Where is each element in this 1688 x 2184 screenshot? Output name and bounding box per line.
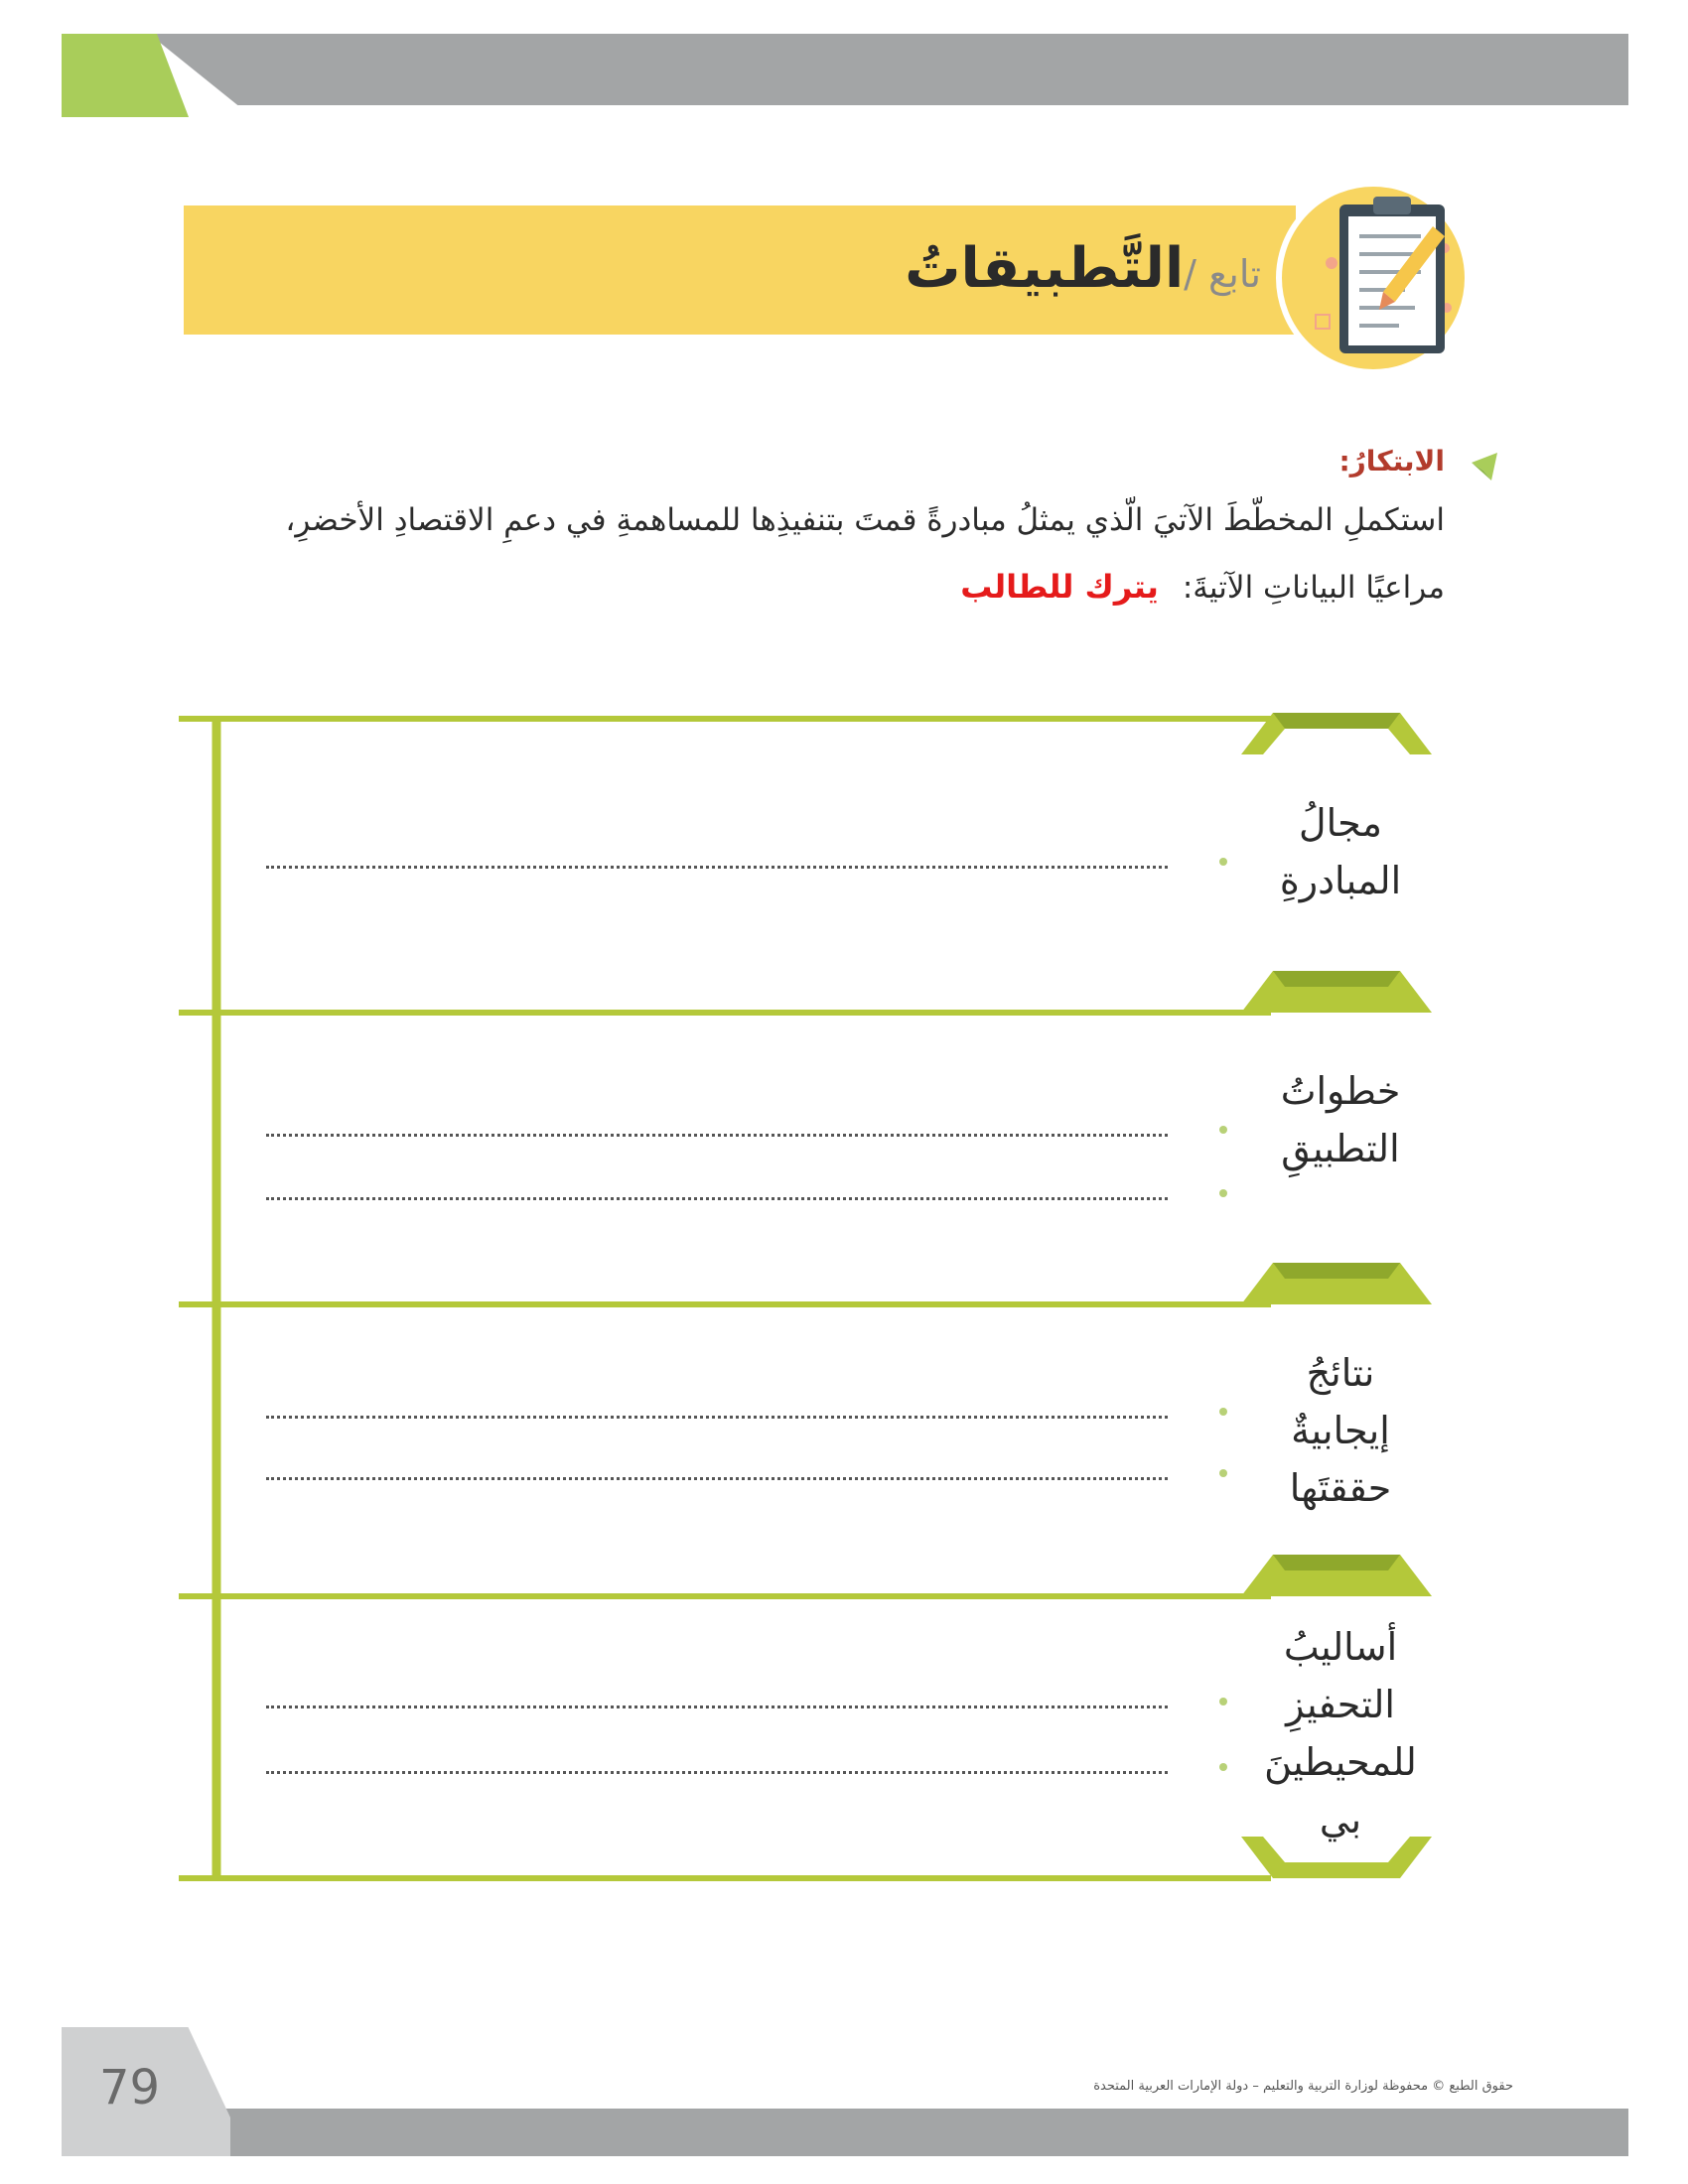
clipboard-icon xyxy=(1256,179,1475,377)
footer-gray-band xyxy=(149,2109,1628,2156)
bullet xyxy=(1219,858,1227,866)
page-title xyxy=(905,236,1261,301)
bullet xyxy=(1219,1408,1227,1416)
row-label-positive-results: نتائجُ إيجابيةٌ حققتَها xyxy=(1289,1351,1392,1510)
bullet xyxy=(1219,1763,1227,1771)
bullet xyxy=(1219,1469,1227,1477)
title-main: التَّطبيقاتُ xyxy=(905,236,1185,301)
bullet xyxy=(1219,1189,1227,1197)
leaf-icon xyxy=(1468,449,1503,484)
page-number: 79 xyxy=(99,2060,161,2116)
answer-line[interactable] xyxy=(266,1771,1168,1774)
answer-line[interactable] xyxy=(266,1706,1168,1708)
answer-line[interactable] xyxy=(266,1134,1168,1137)
answer-line[interactable] xyxy=(266,1416,1168,1419)
row-label-application-steps: خطواتُ التطبيقِ xyxy=(1280,1069,1401,1170)
answer-line[interactable] xyxy=(266,1197,1168,1200)
instruction-line-2 xyxy=(960,568,1445,606)
top-gray-band xyxy=(149,34,1628,105)
row-label-initiative-field: مجالُ المبادرةِ xyxy=(1279,801,1402,902)
instruction-line-2-text: مراعيًا البياناتِ الآتيةَ: xyxy=(1182,570,1445,606)
bullet xyxy=(1219,1698,1227,1706)
student-note: يترك للطالب xyxy=(960,568,1159,606)
bullet xyxy=(1219,1126,1227,1134)
answer-line[interactable] xyxy=(266,1477,1168,1480)
title-prefix: تابع / xyxy=(1184,252,1261,296)
innovation-label: الابتكارُ: xyxy=(1338,445,1445,478)
instruction-line-1: استكملِ المخطّطَ الآتيَ الّذي يمثلُ مبادرةً قمتَ بتنفيذِها للمساهمةِ في دعمِ الاقتصادِ الأخضرِ، xyxy=(285,502,1445,538)
row-label-motivation-methods: أساليبُ التحفيزِ للمحيطينَ بي xyxy=(1264,1625,1417,1842)
copyright-text: حقوق الطبع © محفوظة لوزارة التربية والتعليم – دولة الإمارات العربية المتحدة xyxy=(1093,2079,1513,2094)
initiative-diagram xyxy=(0,695,1688,1906)
answer-line[interactable] xyxy=(266,866,1168,869)
